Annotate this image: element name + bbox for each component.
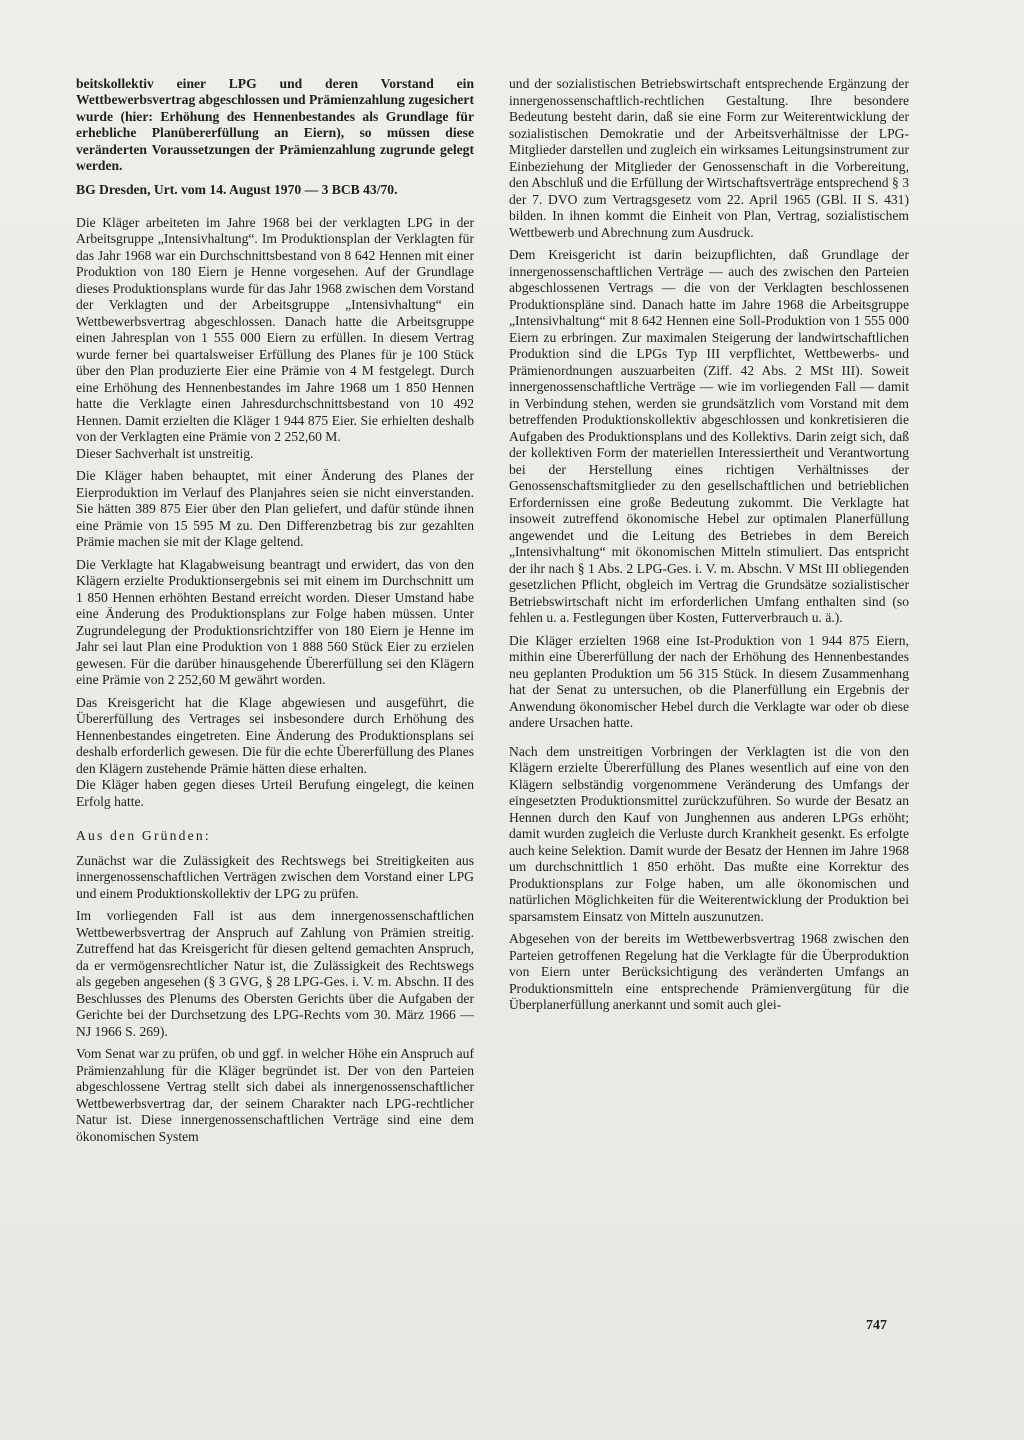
section-heading-reasons: Aus den Gründen: [76, 828, 211, 844]
paragraph-contract-significance: und der sozialistischen Betriebswirtschaft entsprechende Ergänzung der innergenossenschaftlich-rechtlichen Gestaltung. Ihre besondere Bedeutung besteht darin, daß sie eine Form zur Weiterentwicklung der sozialistischen Demokratie und der Arbeitsverhältnisse der LPG-Mitglieder darstellen und zugleich ein wirksames Leitungsinstrument zur Einbeziehung der Mitglieder der Genossenschaft in die Vorbereitung, den Abschluß und die Erfüllung der Wirtschaftsverträge entsprechend § 3 der 7. DVO zum Vertragsgesetz vom 22. April 1965 (GBl. II S. 431) bilden. In ihnen kommt die Einheit von Plan, Vertrag, sozialistischem Wettbewerb und Abrechnung zum Ausdruck. [509, 76, 909, 240]
paragraph-means-of-production: Nach dem unstreitigen Vorbringen der Verklagten ist die von den Klägern erzielte Übererfüllung des Planes wesentlich auf eine von den Klägern selbständig vorgenommene Veränderung des Umfangs der eingesetzten Produktionsmittel zurückzuführen. So wurde der Besatz an Hennen durch den Kauf von Junghennen aus anderen LPGs erhöht; damit wurden zugleich die Verluste durch Krankheit gesenkt. Es erfolgte auch keine Selektion. Damit wurde der Besatz der Hennen im Jahre 1968 um durchschnittlich 1 850 erhöht. Das mußte eine Korrektur des Produktionsplans zur Folge haben, um alle ökonomischen und natürlichen Möglichkeiten für die Weiterentwicklung der Produktion bei sparsamstem Einsatz von Mitteln auszunutzen. [509, 743, 909, 924]
paragraph-district-court: Das Kreisgericht hat die Klage abgewiesen und ausgeführt, die Übererfüllung des Vertrages sei insbesondere durch Erhöhung des Hennenbestandes eingetreten. Eine Änderung des Produktionsplans sei deshalb erforderlich gewesen. Die für die echte Übererfüllung des Planes den Klägern zustehende Prämie hätten diese erhalten. [76, 694, 474, 776]
paragraph-undisputed: Dieser Sachverhalt ist unstreitig. [76, 445, 254, 461]
paragraph-appeal: Die Kläger haben gegen dieses Urteil Berufung eingelegt, die keinen Erfolg hatte. [76, 777, 474, 809]
left-column [76, 76, 474, 1145]
paragraph-admissibility: Zunächst war die Zulässigkeit des Rechtswegs bei Streitigkeiten aus innergenossenschaftlichen Verträgen zwischen dem Vorstand einer LPG und einem Produktionskollektiv der LPG zu prüfen. [76, 852, 474, 901]
paragraph-facts: Die Kläger arbeiteten im Jahre 1968 bei der verklagten LPG in der Arbeitsgruppe „Intensivhaltung“. Im Produktionsplan der Verklagten für das Jahr 1968 war ein Durchschnittsbestand von 8 642 Hennen mit einer Produktion von 180 Eiern je Henne vorgesehen. Auf der Grundlage dieses Produktionsplans wurde für das Jahr 1968 zwischen dem Vorstand der Verklagten und der Arbeitsgruppe „Intensivhaltung“ ein Wettbewerbsvertrag abgeschlossen. Danach hatte die Arbeitsgruppe einen Jahresplan von 1 555 000 Eiern zu erfüllen. In diesem Vertrag wurde ferner bei quartalsweiser Erfüllung des Planes für je 100 Stück über den Plan produzierte Eier eine Prämie von 4 M festgelegt. Durch eine Erhöhung des Hennenbestandes im Jahre 1968 um 1 850 Hennen hatte die Verklagte einen Jahresdurchschnittsbestand von 10 492 Hennen. Damit erzielten die Kläger 1 944 875 Eier. Sie erhielten deshalb von der Verklagten eine Prämie von 2 252,60 M. [76, 214, 474, 445]
paragraph-plaintiffs-claim: Die Kläger haben behauptet, mit einer Änderung des Planes der Eierproduktion im Verlauf des Planjahres seien sie nicht einverstanden. Sie hätten 389 875 Eier über den Plan geliefert, und dafür stünde ihnen eine Prämie von 15 595 M zu. Den Differenzbetrag bis zur gezahlten Prämie machen sie mit der Klage geltend. [76, 468, 474, 550]
paragraph-production-plans: Dem Kreisgericht ist darin beizupflichten, daß Grundlage der innergenossenschaftlichen Verträge — auch des zwischen den Parteien abgeschlossenen Vertrags — die von der Verklagten beschlossenen Produktionspläne sind. Danach hatte im Jahre 1968 die Arbeitsgruppe „Intensivhaltung“ mit 8 642 Hennen eine Soll-Produktion von 1 555 000 Eiern zu erbringen. Zur maximalen Steigerung der landwirtschaftlichen Produktion sind die LPGs Typ III verpflichtet, Wettbewerbs- und Prämienordnungen auszuarbeiten (Ziff. 42 Abs. 2 MSt III). Soweit innergenossenschaftliche Verträge — wie im vorliegenden Fall — damit in Verbindung stehen, werden sie grundsätzlich vom Vorstand mit dem betreffenden Produktionskollektiv abgeschlossen und konkretisieren die Aufgaben des Produktionsplans und des Kollektivs. Darin zeigt sich, daß der kollektiven Form der materiellen Interessiertheit und Verantwortung bei der Herstellung eines richtigen Verhältnisses der Genossenschaftsmitglieder zu den gesellschaftlichen und betrieblichen Erfordernissen eine große Bedeutung zukommt. Die Verklagte hat insoweit zutreffend ökonomische Hebel zur optimalen Planerfüllung angewendet und die Leitung des Betriebes in dem Bereich „Intensivhaltung“ mit ökonomischen Mitteln stimuliert. Das entspricht der ihr nach § 1 Abs. 2 LPG-Ges. i. V. m. Abschn. V MSt III obliegenden gesetzlichen Pflicht, obgleich im Vertrag die Grundsätze sozialistischer Betriebswirtschaft nicht im erforderlichen Umfang enthalten sind (so fehlen u. a. Festlegungen über Kosten, Futterverbrauch u. ä.). [509, 247, 909, 625]
paragraph-legal-route: Im vorliegenden Fall ist aus dem innergenossenschaftlichen Wettbewerbsvertrag der Anspruch auf Zahlung von Prämien streitig. Zutreffend hat das Kreisgericht für diesen geltend gemachten Anspruch, da er vermögensrechtlicher Natur ist, die Zulässigkeit des Rechtswegs als gegeben angesehen (§ 3 GVG, § 28 LPG-Ges. i. V. m. Abschn. II des Beschlusses des Plenums des Obersten Gerichts über die Aufgaben der Gerichte bei der Durchsetzung des LPG-Rechts vom 30. März 1966 — NJ 1966 S. 269). [76, 908, 474, 1039]
paragraph-actual-production: Die Kläger erzielten 1968 eine Ist-Produktion von 1 944 875 Eiern, mithin eine Übererfüllung der nach der Erhöhung des Hennenbestandes neu geplanten Produktion um 56 315 Stück. In diesem Zusammenhang hat der Senat zu untersuchen, ob die Planerfüllung ein Ergebnis der Anwendung ökonomischer Hebel durch die Verklagte war oder ob diese andere Ursachen hatte. [509, 632, 909, 730]
right-column [509, 76, 909, 1014]
paragraph-defendant-reply: Die Verklagte hat Klagabweisung beantragt und erwidert, das von den Klägern erzielte Produktionsergebnis sei mit einem im Durchschnitt um 1 850 Hennen erhöhten Bestand erreicht worden. Dieser Umstand habe eine Änderung des Produktionsplans zur Folge haben müssen. Unter Zugrundelegung der Produktionsrichtziffer von 180 Eiern je Henne im Jahr sei laut Plan eine Produktion von 1 888 560 Stück Eier zu erzielen gewesen. Für die darüber hinausgehende Übererfüllung sei den Klägern eine Prämie von 2 252,60 M gewährt worden. [76, 556, 474, 688]
paragraph-senate-review: Vom Senat war zu prüfen, ob und ggf. in welcher Höhe ein Anspruch auf Prämienzahlung für die Kläger begründet ist. Der von den Parteien abgeschlossene Vertrag stellt sich dabei als innergenossenschaftlicher Wettbewerbsvertrag dar, der seinem Charakter nach LPG-rechtlicher Natur ist. Diese innergenossenschaftlichen Verträge sind eine dem ökonomischen System [76, 1046, 474, 1144]
paragraph-bonus-recognition: Abgesehen von der bereits im Wettbewerbsvertrag 1968 zwischen den Parteien getroffenen Regelung hat die Verklagte für die Überproduktion von Eiern unter Berücksichtigung des veränderten Umfangs an Produktionsmitteln eine entsprechende Prämienvergütung für die Überplanerfüllung anerkannt und somit auch glei- [509, 931, 909, 1012]
headnote-continued: beitskollektiv einer LPG und deren Vorstand ein Wettbewerbsvertrag abgeschlossen und Prämienzahlung zugesichert wurde (hier: Erhöhung des Hennenbestandes als Grundlage für erhebliche Planübererfüllung an Eiern), so müssen diese veränderten Voraussetzungen der Prämienzahlung zugrunde gelegt werden. [76, 76, 474, 174]
court-citation: BG Dresden, Urt. vom 14. August 1970 — 3 BCB 43/70. [76, 182, 398, 198]
page-number: 747 [866, 1318, 887, 1333]
